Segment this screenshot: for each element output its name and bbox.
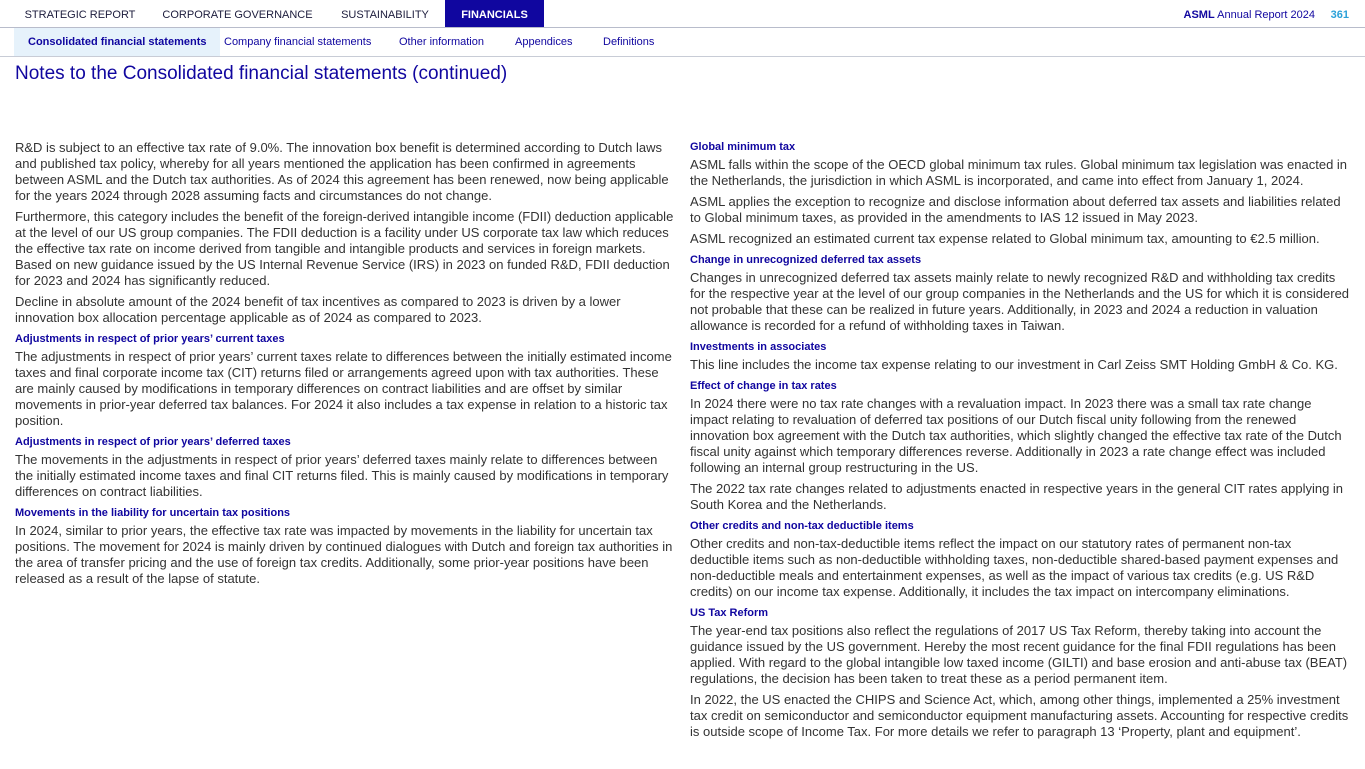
subtab-other-information[interactable]: Other information	[399, 36, 484, 48]
section-heading: Effect of change in tax rates	[690, 380, 837, 392]
paragraph: The 2022 tax rate changes related to adjustments enacted in respective years in the general CIT rates applying in South Korea and the Netherlands.	[690, 481, 1344, 512]
page-title: Notes to the Consolidated financial statements (continued)	[15, 63, 508, 84]
paragraph: In 2024 there were no tax rate changes with a revaluation impact. In 2023 there was a small tax rate change impact relating to revaluation of deferred tax positions of our Dutch fiscal unity following from the renewed innovation box agreement with the Dutch tax authorities, which slightly changed the effective tax rate of the Dutch fiscal unity against which temporary differences reverse. Additionally in 2023 a rate change effect was included following an internal group restructuring in the US.	[690, 396, 1342, 475]
paragraph: Furthermore, this category includes the benefit of the foreign-derived intangible income (FDII) deduction applicable at the level of our US group companies. The FDII deduction is a facility under US corporate tax law which reduces the effective tax rate on income derived from tangible and intangible products and services in foreign markets. Based on new guidance issued by the US Internal Revenue Service (IRS) in 2023 on funded R&D, FDII deduction for 2023 and 2024 has significantly reduced.	[15, 209, 674, 288]
paragraph: Decline in absolute amount of the 2024 benefit of tax incentives as compared to 2023 is driven by a lower innovation box allocation percentage applicable as of 2024 as compared to 2023.	[15, 294, 621, 325]
paragraph: Changes in unrecognized deferred tax assets mainly relate to newly recognized R&D and withholding tax credits for the respective year at the level of our group companies in the Netherlands and the US for which it is considered not probable that these can be realized in future years. Additionally, in 2023 and 2024 a reduction in valuation allowance is recorded for a refund of withholding taxes in Taiwan.	[690, 270, 1350, 333]
subtab-consolidated[interactable]: Consolidated financial statements	[14, 28, 220, 56]
section-heading: Other credits and non-tax deductible items	[690, 520, 914, 532]
section-heading: Adjustments in respect of prior years’ current taxes	[15, 333, 285, 345]
brand-title: Annual Report 2024	[1214, 9, 1315, 21]
section-heading: Movements in the liability for uncertain tax positions	[15, 507, 291, 519]
tab-corporate-governance[interactable]: CORPORATE GOVERNANCE	[162, 9, 313, 21]
top-navigation	[0, 0, 1365, 28]
paragraph: ASML applies the exception to recognize and disclose information about deferred tax assets and liabilities related to Global minimum taxes, as provided in the amendments to IAS 12 issued in May 2023.	[690, 194, 1341, 225]
tab-financials[interactable]: FINANCIALS	[445, 0, 544, 27]
sub-navigation	[0, 28, 1365, 57]
paragraph: ASML falls within the scope of the OECD global minimum tax rules. Global minimum tax legislation was enacted in the Netherlands, the jurisdiction in which ASML is incorporated, and came into effect from January 1, 2024.	[690, 157, 1348, 188]
section-heading: Change in unrecognized deferred tax assets	[690, 254, 922, 266]
subtab-appendices[interactable]: Appendices	[515, 36, 573, 48]
subtab-definitions[interactable]: Definitions	[603, 36, 655, 48]
paragraph: In 2024, similar to prior years, the effective tax rate was impacted by movements in the liability for uncertain tax positions. The movement for 2024 is mainly driven by continued dialogues with Dutch and foreign tax authorities in the area of transfer pricing and the use of foreign tax credits. Additionally, some prior-year positions have been released as a result of the lapse of statute.	[15, 523, 673, 586]
right-column	[690, 140, 1352, 745]
report-brand	[1184, 0, 1315, 30]
paragraph: The year-end tax positions also reflect the regulations of 2017 US Tax Reform, thereby taking into account the guidance issued by the US government. Hereby the most recent guidance for the final FDII regulations has been applied. With regard to the global intangible low taxed income (GILTI) and base erosion and anti-abuse tax (BEAT) regulations, the decision has been taken to treat these as a period permanent item.	[690, 623, 1348, 686]
paragraph: R&D is subject to an effective tax rate of 9.0%. The innovation box benefit is determined according to Dutch laws and published tax policy, whereby for all years mentioned the application has been confirmed in agreements between ASML and the Dutch tax authorities. As of 2024 this agreement has been renewed, now being applicable for the years 2024 through 2028 assuming facts and circumstances do not change.	[15, 140, 669, 203]
paragraph: In 2022, the US enacted the CHIPS and Science Act, which, among other things, implemented a 25% investment tax credit on semiconductor and semiconductor equipment manufacturing assets. Accounting for respective credits is outside scope of Income Tax. For more details we refer to paragraph 13 ‘Property, plant and equipment’.	[690, 692, 1349, 739]
left-column	[15, 140, 675, 592]
section-heading: Global minimum tax	[690, 141, 796, 153]
tab-strategic-report[interactable]: STRATEGIC REPORT	[24, 9, 136, 21]
subtab-company[interactable]: Company financial statements	[224, 36, 372, 48]
section-heading: US Tax Reform	[690, 607, 769, 619]
paragraph: This line includes the income tax expense relating to our investment in Carl Zeiss SMT Holding GmbH & Co. KG.	[690, 357, 1338, 372]
paragraph: The movements in the adjustments in respect of prior years’ deferred taxes mainly relate to differences between the initially estimated income taxes and final CIT returns filed. This is mainly caused by modifications in temporary differences on contract liabilities.	[15, 452, 669, 499]
paragraph: The adjustments in respect of prior years’ current taxes relate to differences between the initially estimated income taxes and final corporate income tax (CIT) returns filed or arrangements agreed upon with tax authorities. These are mainly caused by modifications in temporary differences on contract liabilities and are offset by similar movements in prior-year deferred tax balances. For 2024 it also includes a tax expense in relation to a historic tax position.	[15, 349, 672, 428]
page-number: 361	[1330, 9, 1349, 21]
paragraph: Other credits and non-tax-deductible items reflect the impact on our statutory rates of permanent non-tax deductible items such as non-deductible withholding taxes, non-deductible shared-based payment expenses and non-deductible meals and entertainment expenses, as well as the impact of various tax credits (e.g. US R&D credits) on our income tax expense. Additionally, it includes the tax impact on intercompany eliminations.	[690, 536, 1339, 599]
section-heading: Adjustments in respect of prior years’ deferred taxes	[15, 436, 291, 448]
tab-sustainability[interactable]: SUSTAINABILITY	[341, 9, 429, 21]
section-heading: Investments in associates	[690, 341, 827, 353]
paragraph: ASML recognized an estimated current tax expense related to Global minimum tax, amounting to €2.5 million.	[690, 231, 1320, 246]
brand-name: ASML	[1183, 9, 1215, 21]
